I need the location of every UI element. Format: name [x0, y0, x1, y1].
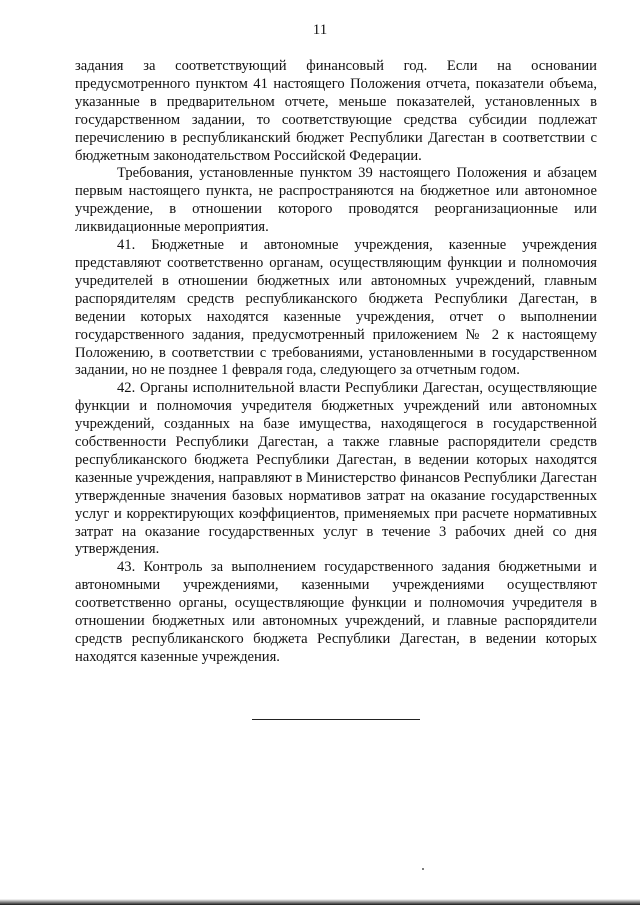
- paragraph-clause-42: 42. Органы исполнительной власти Республики Дагестан, осуществляющие функции и полномочия учредителя бюджетных учреждений или автономных учреждений, созданных на базе имущества, находящегося в государственной собственности Республики Дагестан, а также главные распорядители средств республиканского бюджета Республики Дагестан, в ведении которых находятся казенные учреждения, направляют в Министерство финансов Республики Дагестан утвержденные значения базовых нормативов затрат на оказание государственных услуг и корректирующих коэффициентов, применяемых при расчете нормативных затрат на оказание государственных услуг в течение 3 рабочих дней со дня утверждения.: [75, 380, 597, 558]
- end-of-text-divider: [252, 719, 420, 720]
- paragraph-requirements: Требования, установленные пунктом 39 настоящего Положения и абзацем первым настоящего пункта, не распространяются на бюджетное или автономное учреждение, в отношении которого проводятся реорганизационные или ликвидационные мероприятия.: [75, 165, 597, 236]
- page-number: 11: [312, 22, 328, 38]
- document-body: [75, 58, 597, 667]
- paragraph-clause-41: 41. Бюджетные и автономные учреждения, казенные учреждения представляют соответственно органам, осуществляющим функции и полномочия учредителей в отношении бюджетных или автономных учреждений, главным распорядителям средств республиканского бюджета Республики Дагестан, в ведении которых находятся казенные учреждения, отчет о выполнении государственного задания, предусмотренный приложением № 2 к настоящему Положению, в соответствии с требованиями, установленными в государственном задании, но не позднее 1 февраля года, следующего за отчетным годом.: [75, 237, 597, 379]
- paragraph-clause-43: 43. Контроль за выполнением государственного задания бюджетными и автономными учреждениями, казенными учреждениями осуществляют соответственно органы, осуществляющие функции и полномочия учредителя в отношении бюджетных или автономных учреждений, и главные распорядители средств республиканского бюджета Республики Дагестан, в ведении которых находятся казенные учреждения.: [75, 559, 597, 665]
- scan-speck: [422, 868, 424, 870]
- paragraph-continuation: задания за соответствующий финансовый год. Если на основании предусмотренного пунктом 41 настоящего Положения отчета, показатели объема, указанные в предварительном отчете, меньше показателей, установленных в государственном задании, то соответствующие средства субсидии подлежат перечислению в республиканский бюджет Республики Дагестан в соответствии с бюджетным законодательством Российской Федерации.: [75, 58, 597, 164]
- scan-bottom-edge: [0, 899, 640, 905]
